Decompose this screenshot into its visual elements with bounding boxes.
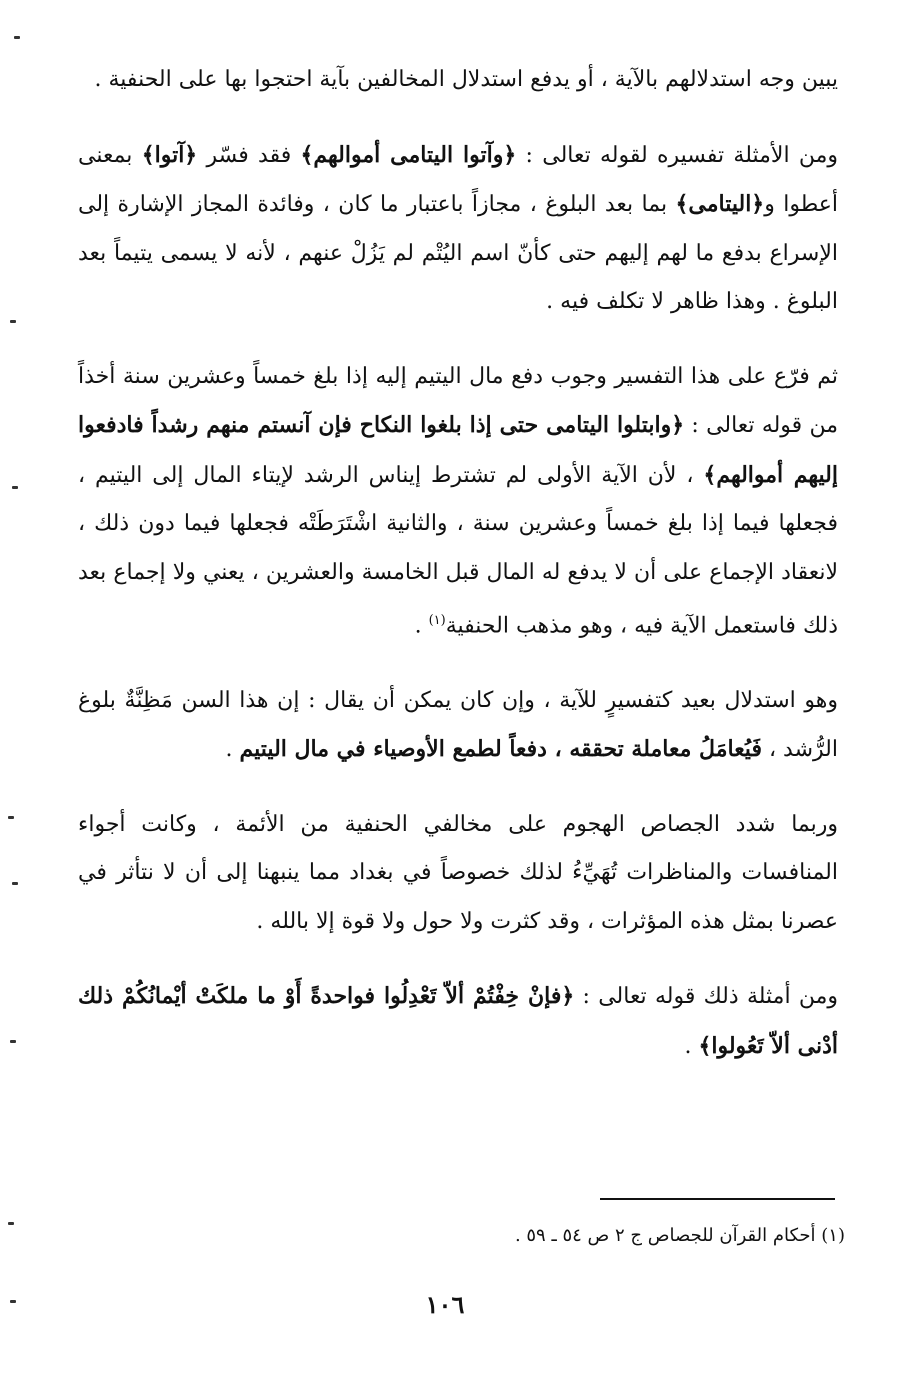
scan-speck xyxy=(14,36,20,39)
scan-speck xyxy=(8,816,14,819)
paragraph-text: . xyxy=(684,1033,699,1059)
footnote-divider xyxy=(600,1198,835,1200)
page-body xyxy=(78,56,838,1097)
scan-speck xyxy=(12,486,18,489)
footnote: (١) أحكام القرآن للجصاص ج ٢ ص ٥٤ ـ ٥٩ . xyxy=(514,1225,845,1246)
paragraph-text: ثم فرّع على هذا التفسير وجوب دفع مال اليتيم إليه إذا بلغ خمساً وعشرين سنة أخذاً من قوله تعالى : xyxy=(78,363,838,438)
paragraph xyxy=(78,677,838,775)
paragraph-text: فقد فسّر xyxy=(197,142,301,168)
quran-verse: ﴿وابتلوا اليتامى حتى إذا بلغوا النكاح فإن آنستم منهم رشداً فادفعوا إليهم أموالهم﴾ xyxy=(78,412,838,488)
quran-verse: ﴿فإنْ خِفْتُمْ ألاّ تَعْدِلُوا فواحدةً أَوْ ما ملكَتْ أيْمانُكُمْ ذلك أدْنى ألاّ تَعُولوا﴾ xyxy=(78,983,838,1059)
paragraph-text: . xyxy=(414,613,429,639)
paragraph xyxy=(78,972,838,1071)
paragraph-text: وهو استدلال بعيد كتفسيرٍ للآية ، وإن كان يمكن أن يقال : إن هذا السن مَظِنَّةٌ بلوغ الرُّشد ، xyxy=(78,687,838,763)
quran-verse: ﴿آتوا﴾ xyxy=(141,141,198,168)
scan-speck xyxy=(10,320,16,323)
footnote-reference: (١) xyxy=(428,613,446,628)
quran-verse: ﴿وآتوا اليتامى أموالهم﴾ xyxy=(300,141,517,168)
scan-speck xyxy=(10,1300,16,1303)
paragraph-text: ومن الأمثلة تفسيره لقوله تعالى : xyxy=(516,142,838,168)
paragraph xyxy=(78,353,838,651)
paragraph-text: بمعنى أعطوا و xyxy=(78,142,838,217)
paragraph-text: ومن أمثلة ذلك قوله تعالى : xyxy=(574,984,838,1010)
scan-speck xyxy=(12,882,18,885)
paragraph-text: وربما شدد الجصاص الهجوم على مخالفي الحنفية من الأئمة ، وكانت أجواء المنافسات والمناظرات تُهَيِّءُ لذلك خصوصاً في بغداد مما ينبهنا إلى أن لا نتأثر في عصرنا بمثل هذه المؤثرات ، وقد كثرت ولا حول ولا قوة إلا بالله . xyxy=(78,811,838,934)
scan-speck xyxy=(10,1040,16,1043)
page-number: ١٠٦ xyxy=(425,1290,465,1319)
quran-verse: ﴿اليتامى﴾ xyxy=(675,191,765,217)
paragraph-text: يبين وجه استدلالهم بالآية ، أو يدفع استدلال المخالفين بآية احتجوا بها على الحنفية . xyxy=(94,67,838,92)
paragraph xyxy=(78,801,838,947)
quran-verse: فَيُعامَلُ معاملة تحققه ، دفعاً لطمع الأوصياء في مال اليتيم xyxy=(239,736,762,763)
paragraph-text: . xyxy=(225,737,240,763)
paragraph xyxy=(78,56,838,105)
paragraph-text: ، لأن الآية الأولى لم تشترط إيناس الرشد لإيتاء المال إلى اليتيم ، فجعلها فيما إذا بلغ خمساً وعشرين سنة ، والثانية اشْتَرَطَتْه فجعلها فيما دون ذلك ، لانعقاد الإجماع على أن لا يدفع له المال قبل الخامسة والعشرين ، يعني ولا إجماع بعد ذلك فاستعمل الآية فيه ، وهو مذهب الحنفية xyxy=(78,462,838,639)
scan-speck xyxy=(8,1222,14,1225)
paragraph-text: بما بعد البلوغ ، مجازاً باعتبار ما كان ، وفائدة المجاز الإشارة إلى الإسراع بدفع ما لهم إليهم حتى كأنّ اسم اليُتْم لم يَزُلْ عنهم ، لأنه لا يسمى يتيماً بعد البلوغ . وهذا ظاهر لا تكلف فيه . xyxy=(78,192,838,314)
paragraph xyxy=(78,131,838,327)
